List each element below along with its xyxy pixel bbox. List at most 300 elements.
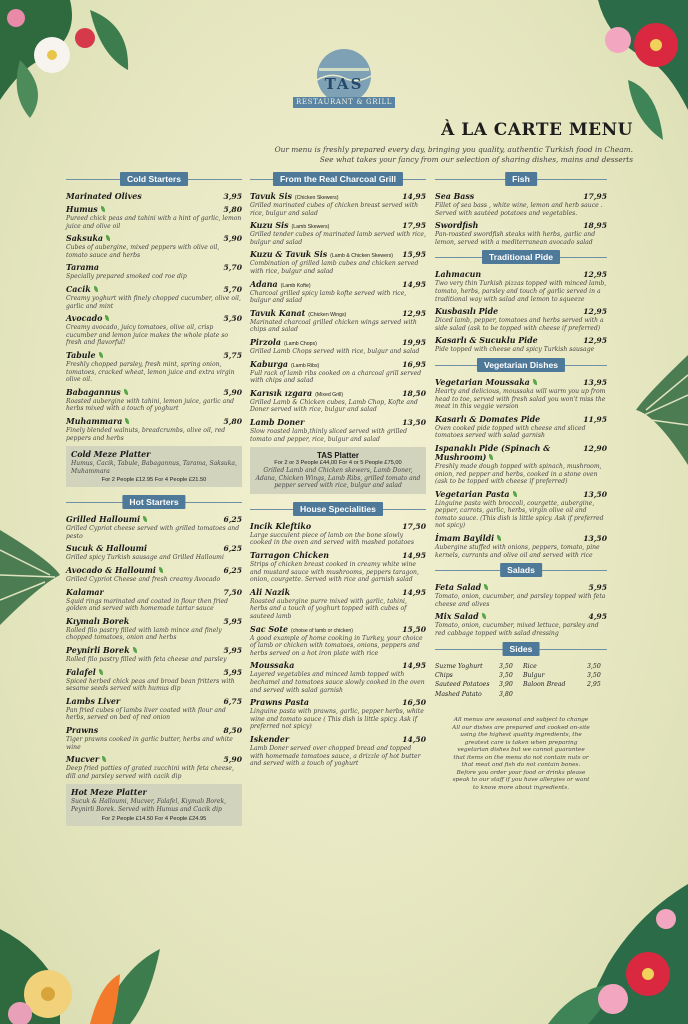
item-qualifier: (choise of lamb or chicken) (291, 627, 353, 634)
vegetarian-leaf-icon (101, 206, 105, 212)
item-name-text: Iskender (250, 734, 290, 744)
allergy-footnote: All menus are seasonal and subject to change All our dishes are prepared and cooked on-site using the highest quality ingredients, the greatest care is taken when preparing vegetarian dishes but we cannot guarantee that items on the menu do not contain nuts or that meat and fish do not contain bones. Before you order your food or drinks please speak to our staff if you have allergies or want to know more about ingredients. (452, 717, 590, 791)
menu-item (250, 588, 426, 621)
item-description: Grilled Cypriot Cheese and fresh creamy Avocado (66, 576, 221, 584)
item-price: 5,70 (223, 263, 242, 273)
item-price: 14,95 (402, 279, 426, 289)
section-title: House Specialities (293, 502, 383, 516)
section-title: Vegetarian Dishes (477, 358, 565, 372)
vegetarian-leaf-icon (133, 647, 137, 653)
item-description: Linguine pasta with prawns, garlic, pepper herbs, white wine and tomato sauce ( This dish is little spicy. Ask if preferred not spicy) (250, 708, 424, 731)
item-description: Grilled marinated cubes of chicken breast served with rice, bulgur and salad (250, 202, 419, 217)
item-price: 3,95 (223, 192, 242, 201)
item-qualifier: (Mixed Grill) (315, 391, 344, 398)
item-name-text: Kaburga (250, 359, 289, 369)
item-name (435, 583, 488, 592)
item-name (435, 444, 583, 462)
side-name: Baloon Bread (523, 681, 566, 689)
item-name-text: Avocado (66, 314, 103, 324)
item-description: Tomato, onion, cucumber, and parsley topped with feta cheese and olives (435, 593, 606, 608)
pide-heading (435, 250, 607, 264)
menu-item (66, 646, 242, 664)
item-name-text: Karısık ızgara (250, 388, 313, 398)
menu-item (435, 490, 607, 530)
item-name (66, 417, 129, 426)
menu-item (435, 307, 607, 332)
menu-item (66, 263, 242, 281)
item-name-text: Marinated Olives (66, 192, 142, 201)
item-price: 4,95 (588, 612, 607, 622)
menu-item (250, 418, 426, 443)
item-description: Specially prepared smoked cod roe dip (66, 273, 187, 281)
palm-decoration-left (0, 530, 60, 625)
section-title: Sides (503, 642, 540, 656)
menu-item (435, 415, 607, 440)
menu-item (435, 583, 607, 608)
item-description: Strips of chicken breast cooked in creamy white wine and mustard sauce with mushrooms, peppers taragon, onion, courgette. Served with rice and garnish salad (250, 561, 419, 584)
item-price: 17,95 (583, 192, 607, 201)
section-title: Salads (500, 563, 542, 577)
item-name-text: Sea Bass (435, 192, 475, 201)
section-title: From the Real Charcoal Grill (273, 172, 403, 186)
item-price: 12,95 (583, 336, 607, 346)
vegetarian-leaf-icon (482, 613, 486, 619)
item-price: 5,75 (223, 350, 242, 360)
menu-item (66, 205, 242, 230)
side-name: Mashed Patato (435, 690, 482, 698)
item-name (250, 588, 290, 597)
item-name (435, 612, 486, 621)
item-description: Aubergine stuffed with onions, peppers, tomato, pine kernels, currants and olive oil and served with rice (435, 544, 600, 559)
item-name-text: Mucver (66, 755, 100, 765)
item-price: 16,95 (402, 359, 426, 369)
item-price: 17,50 (402, 521, 426, 531)
item-price: 18,50 (402, 388, 426, 398)
menu-item (66, 668, 242, 693)
sides-heading (435, 642, 607, 656)
item-name-text: Humus (66, 205, 98, 214)
hot-meze-platter (66, 784, 242, 825)
item-price: 14,95 (402, 551, 426, 561)
vegetarian-leaf-icon (124, 389, 128, 395)
side-name: Sauteed Potatoes (435, 681, 490, 689)
item-name (435, 415, 540, 424)
item-qualifier: (Lamb & Chicken Skewers) (330, 253, 394, 260)
item-name-text: Saksuka (66, 234, 104, 244)
menu-column-right (435, 172, 607, 792)
item-price: 5,95 (223, 616, 242, 626)
item-name-text: Kasarlı & Sucuklu Pide (435, 336, 538, 346)
item-name-text: Tabule (66, 350, 96, 360)
menu-item (66, 566, 242, 584)
menu-column-left (66, 172, 242, 834)
hot-starters-heading (66, 495, 242, 509)
item-price: 14,95 (402, 192, 426, 201)
floral-decoration-top-left (0, 0, 140, 120)
item-price: 13,50 (402, 417, 426, 427)
item-description: Finely blended walnuts, breadcrumbs, olive oil, red peppers and herbs (66, 426, 226, 442)
item-price: 11,95 (583, 414, 607, 424)
house-list (250, 522, 426, 768)
item-name-text: Lambs Liver (66, 696, 121, 706)
item-name-text: Mix Salad (435, 612, 479, 622)
item-description: Layered vegetables and minced lamb topped with bechamel and tomatoes sauce slowly cooked in the oven and served with salad garnish (250, 671, 425, 694)
item-description: Lamb Doner served over chopped bread and topped with homemade tomatoes sauce, a drizzle of hot butter and served with a touch of yoghurt (250, 744, 421, 768)
item-price: 6,75 (223, 696, 242, 706)
vegetarian-leaf-icon (106, 235, 110, 241)
item-name (66, 566, 163, 575)
menu-item (250, 221, 426, 246)
item-name-text: Pirzola (250, 337, 281, 347)
item-name (66, 726, 98, 735)
vegetarian-leaf-icon (125, 418, 129, 424)
item-name-text: Ispanaklı Pide (Spinach & Mushroom) (435, 443, 551, 462)
salads-list (435, 583, 607, 637)
tas-platter (250, 447, 426, 494)
item-name-text: Incik Kleftiko (250, 521, 312, 531)
side-name: Rice (523, 662, 537, 670)
item-price: 16,50 (402, 698, 426, 708)
platter-desc: Grilled Lamb and Chicken skewers, Lamb Doner, Adana, Chicken Wings, Lamb Ribs, grilled tomato and pepper served with rice, bulgur and salad (255, 467, 421, 490)
platter-name: Hot Meze Platter (71, 788, 147, 798)
menu-item (435, 534, 607, 559)
item-qualifier: (Lamb Chops) (283, 340, 317, 347)
vegetarian-leaf-icon (94, 286, 98, 292)
menu-item (250, 250, 426, 275)
item-price: 18,95 (583, 221, 607, 231)
menu-item (66, 285, 242, 310)
item-price: 5,80 (223, 416, 242, 426)
vegetarian-leaf-icon (533, 379, 537, 385)
item-name-text: Falafel (66, 667, 96, 677)
item-description: Creamy avocado, juicy tomatoes, olive oil, crisp cucumber and lemon juice makes the whole plate so fresh and flavorful! (66, 324, 229, 347)
menu-item (250, 625, 426, 658)
item-name (250, 360, 319, 369)
platter-prices: For 2 or 3 People £44,00 For 4 or 5 People £75,00 (274, 460, 402, 467)
vegetarian-leaf-icon (489, 454, 493, 460)
item-price: 13,50 (583, 489, 607, 499)
item-price: 5,80 (223, 205, 242, 214)
item-description: Two very thin Turkish pizzas topped with minced lamb, tomato, herbs, parsley and touch of garlic served in a traditional way with salad and lemon to squeeze (435, 280, 607, 303)
fish-heading (435, 172, 607, 186)
vegetarian-list (435, 378, 607, 559)
item-description: Grilled Lamb & Chicken cubes, Lamb Chop, Kofte and Doner served with rice, bulgur and salad (250, 398, 418, 414)
item-name-text: Vegetarian Moussaka (435, 377, 530, 387)
item-description: Creamy yoghurt with finely chopped cucumber, olive oil, garlic and mint (66, 294, 241, 310)
item-description: Grilled Cypriot cheese served with grilled tomatoes and pesto (66, 525, 240, 540)
item-description: Tiger prawns cooked in garlic butter, herbs and white wine (66, 736, 233, 751)
side-price: 3,50 (587, 672, 601, 680)
item-name-text: İmam Bayildi (435, 534, 495, 544)
item-price: 19,95 (402, 337, 426, 347)
item-name-text: Tarragon Chicken (250, 551, 329, 561)
item-name (250, 661, 294, 670)
menu-item (435, 444, 607, 486)
item-name (435, 221, 478, 230)
item-name (250, 698, 309, 707)
section-title: Fish (505, 172, 537, 186)
logo-subtitle: RESTAURANT & GRILL (296, 98, 392, 106)
section-title: Traditional Pide (482, 250, 560, 264)
item-name (435, 270, 481, 279)
side-price: 3,50 (587, 662, 601, 670)
item-name-text: Tavuk Kanat (250, 308, 306, 318)
item-name (250, 221, 329, 230)
menu-item (435, 221, 607, 246)
platter-name: Cold Meze Platter (71, 450, 151, 460)
side-name: Bulgur (523, 672, 545, 680)
item-name (66, 755, 106, 764)
item-name (66, 314, 109, 323)
item-description: Squid rings marinated and coated in flour then fried golden and served with homemade tartar sauce (66, 597, 229, 613)
item-name (66, 285, 98, 294)
side-price: 2,95 (587, 681, 601, 689)
item-name-text: Sucuk & Halloumi (66, 544, 147, 554)
item-name-text: Tarama (66, 263, 99, 273)
menu-item (250, 280, 426, 305)
menu-item (66, 314, 242, 347)
menu-item (66, 388, 242, 413)
item-name (250, 625, 353, 634)
item-name (250, 338, 317, 347)
item-price: 5,50 (223, 314, 242, 324)
platter-desc: Humus, Cacik, Tabule, Babagannus, Tarama, Saksuka, Muhammara (71, 460, 237, 475)
item-description: Pan fried cubes of lambs liver coated with flour and herbs, served on bed of red onion (66, 706, 226, 722)
side-price: 3,50 (499, 672, 513, 680)
item-name-text: Sac Sote (250, 624, 288, 634)
item-name-text: Kusbasılı Pide (435, 307, 499, 317)
item-price: 6,25 (223, 566, 242, 576)
item-name (250, 192, 338, 201)
item-name (66, 544, 147, 553)
item-name-text: Babagannus (66, 387, 121, 397)
item-name (250, 280, 311, 289)
menu-item (250, 551, 426, 584)
item-price: 12,90 (583, 443, 607, 453)
item-description: Linguine pasta with broccoli, courgette, aubergine, pepper, carrots, garlic, herbs, virgin olive oil and tomato sauce. (This dish is little spicy. Ask if preferred not spicy) (435, 499, 604, 530)
item-name (250, 551, 329, 560)
item-name (66, 646, 137, 655)
vegetarian-leaf-icon (513, 491, 517, 497)
item-price: 13,50 (583, 534, 607, 544)
menu-item (435, 612, 607, 637)
item-name-text: Swordfish (435, 221, 479, 231)
item-name-text: Kasarlı & Domates Pide (435, 414, 541, 424)
house-specialities-heading (250, 502, 426, 516)
side-price: 3,80 (499, 690, 513, 698)
intro-line-1: Our menu is freshly prepared every day, bringing you quality, authentic Turkish food in Cheam. (274, 145, 633, 154)
item-price: 7,50 (223, 587, 242, 597)
palm-decoration-right (636, 355, 688, 465)
menu-item (250, 192, 426, 217)
item-name (66, 697, 120, 706)
item-price: 15,50 (402, 624, 426, 634)
menu-item (435, 336, 607, 354)
cold-starters-list (66, 192, 242, 442)
grill-list (250, 192, 426, 443)
salads-heading (435, 563, 607, 577)
item-description: Large succulent piece of lamb on the bone slowly cooked in the oven and served with mashed potatoes (250, 531, 415, 547)
item-name (250, 309, 346, 318)
cold-starters-heading (66, 172, 242, 186)
menu-item (66, 697, 242, 722)
item-name (250, 250, 393, 259)
item-name-text: Peynirli Borek (66, 646, 130, 656)
item-description: Deep fried patties of grated zucchini with feta cheese, dill and parsley served with cacik dip (66, 765, 234, 780)
item-name-text: Moussaka (250, 661, 295, 671)
side-name: Chips (435, 672, 453, 680)
menu-item (66, 617, 242, 642)
item-name (435, 378, 537, 387)
item-name-text: Avocado & Halloumi (66, 566, 156, 576)
menu-item (435, 270, 607, 303)
item-price: 5,95 (223, 667, 242, 677)
item-price: 14,95 (402, 661, 426, 671)
item-price: 14,95 (402, 587, 426, 597)
platter-prices: For 2 People £14.50 For 4 People £24.95 (101, 815, 207, 822)
item-description: A good example of home cooking in Turkey, your choice of lamb or chicken with tomatoes, onions, peppers and herbs served on a hot iron plate with rice (250, 634, 423, 657)
item-name-text: Kıymalı Borek (66, 616, 130, 626)
item-description: Diced lamb, pepper, tomatoes and herbs served with a side salad (ask to be topped with cheese if preferred) (435, 317, 604, 332)
menu-column-middle (250, 172, 426, 772)
item-description: Roasted aubergine purre mixed with garlic, tahini, herbs and a touch of yoghurt topped with cubes of sauteed lamb (250, 597, 407, 621)
item-name (66, 617, 129, 626)
vegetarian-leaf-icon (102, 756, 106, 762)
side-price: 3,50 (499, 662, 513, 670)
item-name (250, 389, 343, 398)
item-description: Cubes of aubergine, mixed peppers with olive oil, tomato sauce and herbs (66, 244, 220, 259)
vegetarian-leaf-icon (99, 352, 103, 358)
floral-decoration-bottom-left (0, 889, 175, 1024)
grill-heading (250, 172, 426, 186)
item-description: Combination of grilled lamb cubes and chicken served with rice, bulgur and salad (250, 260, 419, 275)
item-description: Grilled spicy Turkish sausage and Grilled Halloumi (66, 554, 224, 562)
menu-title: À LA CARTE MENU (441, 120, 633, 140)
vegetarian-leaf-icon (99, 669, 103, 675)
item-name (435, 490, 517, 499)
item-price: 13,95 (583, 377, 607, 387)
menu-item (66, 588, 242, 613)
menu-item (250, 360, 426, 385)
vegetarian-heading (435, 358, 607, 372)
item-price: 5,95 (588, 583, 607, 593)
menu-item (250, 698, 426, 731)
item-name-text: Kuzu & Tavuk Sis (250, 250, 328, 260)
menu-item (66, 351, 242, 384)
item-price: 6,25 (223, 515, 242, 525)
item-qualifier: (Lamb Kofte) (280, 282, 311, 289)
item-description: Charcoal grilled spicy lamb kofte served with rice, bulgur and salad (250, 289, 407, 305)
item-name (435, 307, 498, 316)
item-price: 5,90 (223, 387, 242, 397)
pide-list (435, 270, 607, 354)
menu-item (250, 309, 426, 334)
menu-item (66, 515, 242, 540)
item-name (435, 192, 474, 201)
item-name-text: Muhammara (66, 416, 123, 426)
menu-item (435, 192, 607, 217)
vegetarian-leaf-icon (484, 584, 488, 590)
section-title: Hot Starters (122, 495, 185, 509)
item-name-text: Adana (250, 279, 278, 289)
menu-item (66, 192, 242, 201)
item-name-text: Kalamar (66, 587, 104, 597)
item-price: 14,50 (402, 734, 426, 744)
item-description: Fillet of sea bass , white wine, lemon and herb sauce . Served with sautéed potatoes and vegetables. (435, 202, 603, 217)
item-name (250, 522, 311, 531)
item-name-text: Prawns (66, 726, 99, 735)
item-name (250, 418, 304, 427)
item-price: 12,95 (583, 270, 607, 280)
menu-item (66, 417, 242, 442)
item-description: Full rack of lamb ribs cooked on a charcoal grill served with chips and salad (250, 369, 422, 385)
vegetarian-leaf-icon (105, 315, 109, 321)
item-name-text: Grilled Halloumi (66, 515, 141, 525)
item-name (66, 263, 99, 272)
item-name (66, 588, 104, 597)
item-qualifier: (Lamb Skewers) (291, 224, 330, 231)
menu-item (250, 735, 426, 768)
item-name-text: Tavuk Sis (250, 192, 292, 201)
hot-starters-list (66, 515, 242, 780)
item-qualifier: (Chicken Wings) (308, 311, 347, 318)
item-name (66, 668, 103, 677)
item-name-text: Lahmacun (435, 270, 482, 280)
platter-desc: Sucuk & Halloumi, Mucver, Falafel, Kıymalı Borek, Peynirli Borek. Served with Humus and Cacik dip (71, 798, 226, 813)
fish-list (435, 192, 607, 246)
restaurant-logo (291, 48, 397, 114)
floral-decoration-bottom-right (548, 874, 688, 1024)
item-name (435, 534, 501, 543)
menu-item (250, 389, 426, 414)
intro-line-2: See what takes your fancy from our selection of sharing dishes, mains and desserts (319, 155, 633, 164)
item-price: 5,70 (223, 284, 242, 294)
item-qualifier: (Chicken Skewers) (294, 195, 339, 201)
item-description: Roasted aubergine with tahini, lemon juice, garlic and herbs mixed with a touch of yoghurt (66, 397, 235, 413)
item-name (66, 205, 105, 214)
menu-item (66, 726, 242, 751)
item-description: Freshly chopped parsley, fresh mint, spring onion, tomatoes, cracked wheat, lemon juice and extra virgin olive oil. (66, 360, 235, 384)
item-name-text: Prawns Pasta (250, 698, 309, 708)
item-price: 6,25 (223, 544, 242, 554)
item-description: Hearty and delicious, moussaka will warm you up from head to toe, served with fresh salad you won't miss the meat in this veggie version (435, 387, 606, 411)
section-title: Cold Starters (120, 172, 188, 186)
platter-prices: For 2 People £12.95 For 4 People £21.50 (101, 477, 207, 484)
logo-name: TAS (324, 75, 364, 93)
vegetarian-leaf-icon (159, 567, 163, 573)
item-name (66, 388, 128, 397)
vegetarian-leaf-icon (497, 535, 501, 541)
item-name (66, 192, 142, 201)
menu-item (250, 522, 426, 547)
item-description: Pan-roasted swordfish steaks with herbs, garlic and lemon, served with a mediterranean avocado salad (435, 231, 596, 246)
item-description: Rolled filo pastry filled with lamb mince and finely chopped tomatoes, onion and herbs (66, 626, 222, 642)
item-name (66, 234, 110, 243)
item-name-text: Feta Salad (435, 583, 482, 593)
item-price: 15,95 (402, 250, 426, 260)
item-name (435, 336, 538, 345)
item-price: 5,90 (223, 234, 242, 244)
menu-item (66, 544, 242, 562)
item-price: 5,95 (223, 646, 242, 656)
item-description: Grilled tender cubes of marinated lamb served with rice, bulgur and salad (250, 231, 426, 246)
item-qualifier: (Lamb Ribs) (291, 362, 320, 369)
side-name: Suzme Yoghurt (435, 662, 483, 670)
cold-meze-platter (66, 446, 242, 487)
menu-item (66, 755, 242, 780)
item-name-text: Vegetarian Pasta (435, 489, 510, 499)
item-price: 12,95 (583, 307, 607, 317)
